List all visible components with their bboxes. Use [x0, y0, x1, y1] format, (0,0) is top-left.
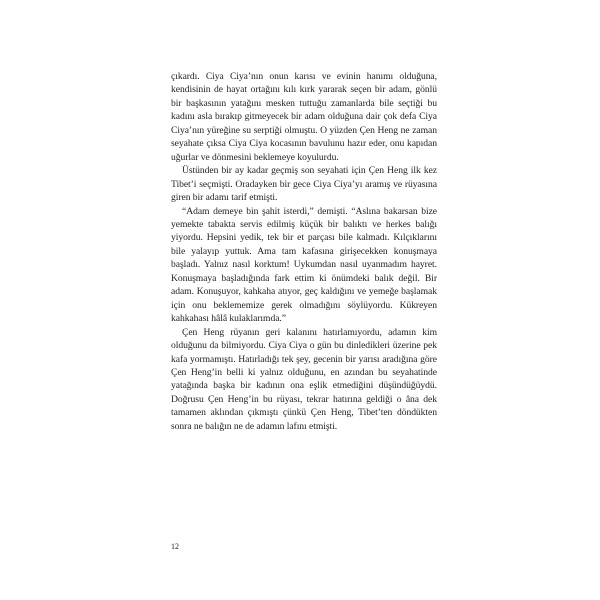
paragraph-3: “Adam demeye bin şahit isterdi,” demişti. “Aslına bakarsan bize yemekte tabakta servis edilmiş küçük bir balıktı ve herkes balığı yiyordu. Hepsini yedik, tek bir et parçası bile kalmadı. Kılçıklarını bile yalayıp yuttuk. Ama tam kafasına girişecekken konuşmaya başladı. Yalnız nasıl korktum! Uykumdan nasıl uyanmadım hayret. Konuşmaya başladığında fark ettim ki önümdeki balık değil. Bir adam. Konuşuyor, kahkaha atıyor, geç kaldığını ve yemeğe başlamak için onu beklememize gerek olmadığını söylüyordu. Kükreyen kahkahası hâlâ kulaklarımda.” [171, 205, 437, 325]
paragraph-1: çıkardı. Ciya Ciya’nın onun karısı ve evinin hanımı olduğuna, kendisinin de hayat ortağını kılı kırk yararak seçen bir adam, gönlü bir başkasının yatağını mesken tuttuğu zamanlarda bile seçtiği bu kadını asla bırakıp gitmeyecek bir adam olduğuna dair çok defa Ciya Ciya’nın yüreğine su serptiği olmuştu. O yüzden Çen Heng ne zaman seyahate çıksa Ciya Ciya kocasının bavulunu hazır eder, onu kapıdan uğurlar ve dönmesini beklemeye koyulurdu. [171, 71, 437, 163]
page-number: 12 [171, 542, 179, 551]
paragraph-4: Çen Heng rüyanın geri kalanını hatırlamıyordu, adamın kim olduğunu da bilmiyordu. Ciya Ciya o gün bu dinledikleri üzerine pek kafa yormamıştı. Hatırladığı tek şey, gecenin bir yarısı aradığına göre Çen Heng’in belli ki yalnız olduğunu, en azından bu seyahatinde yatağında başka bir kadının ona eşlik etmediğini düşündüğüydü. Doğrusu Çen Heng’in bu rüyası, tekrar hatırına geldiği o âna dek tamamen aklından çıkmıştı çünkü Çen Heng, Tibet’ten döndükten sonra ne balığın ne de adamın lafını etmişti. [171, 326, 437, 432]
body-text [171, 70, 437, 433]
paragraph-2: Üstünden bir ay kadar geçmiş son seyahati için Çen Heng ilk kez Tibet’i seçmişti. Oradayken bir gece Ciya Ciya’yı aramış ve rüyasına giren bir adamı tarif etmişti. [171, 165, 437, 204]
